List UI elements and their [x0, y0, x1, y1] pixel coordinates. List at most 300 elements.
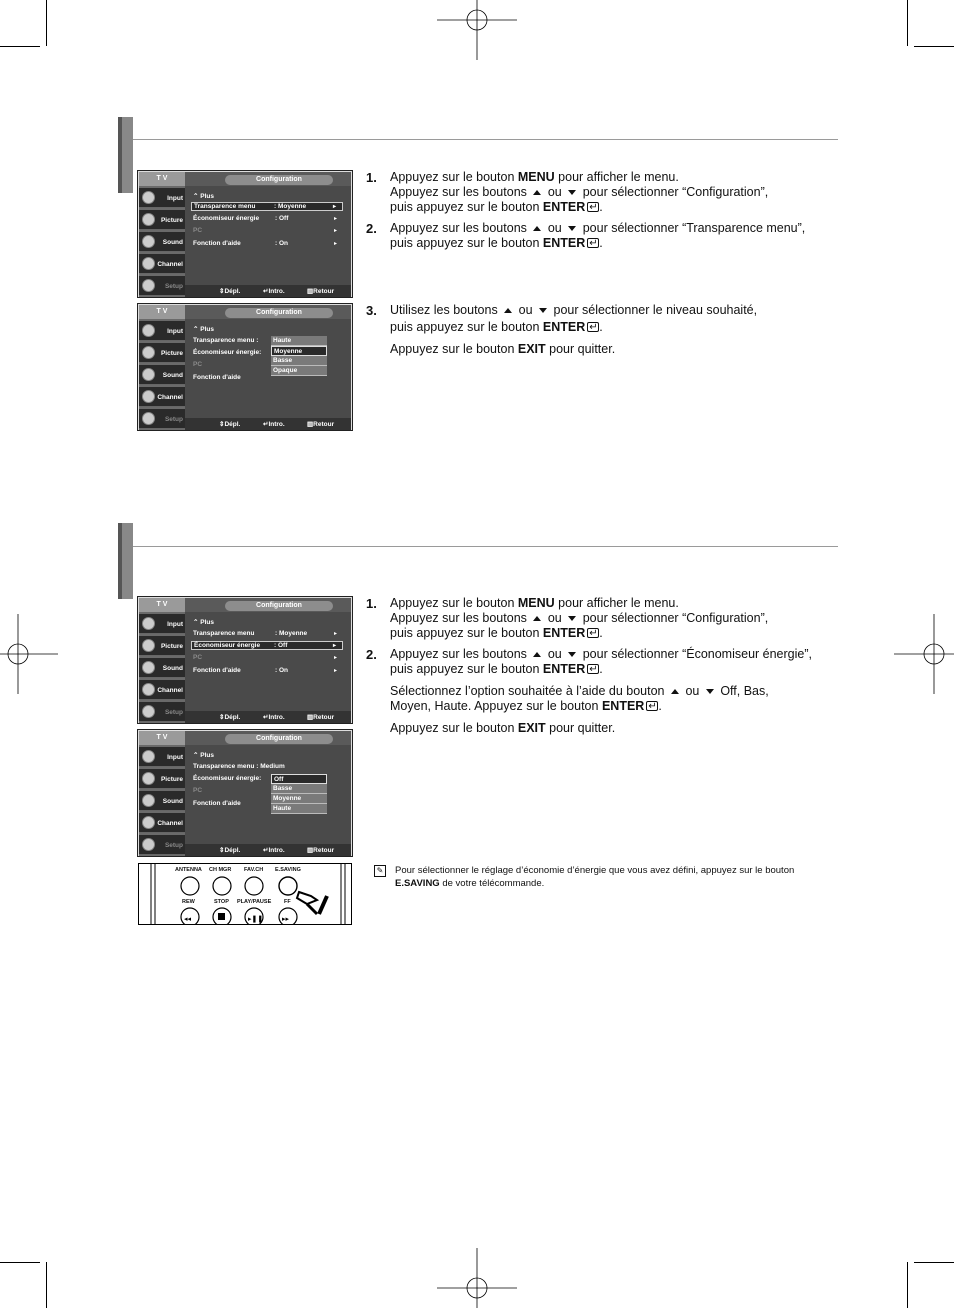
osd-menu-label: Setup: [164, 416, 183, 423]
osd-row-label: PC: [193, 654, 203, 661]
enter-icon: [587, 202, 599, 212]
osd-hint-label: Intro.: [268, 288, 285, 295]
step-line: puis appuyez sur le bouton ENTER↵ .: [390, 320, 757, 335]
note: [374, 864, 844, 890]
osd-menu-label: Picture: [160, 217, 183, 224]
remote-label-playpause: PLAY/PAUSE: [237, 899, 272, 905]
crop-mark: [907, 1262, 908, 1308]
osd-hint-return: ▥Retour: [307, 847, 335, 854]
osd-menu-label: Channel: [157, 394, 183, 401]
osd-row-label: Plus: [200, 752, 214, 759]
osd-row-label: Plus: [200, 326, 214, 333]
arrow-right-icon: ▸: [333, 228, 337, 234]
remote-label-favch: FAV.CH: [244, 867, 264, 873]
arrow-right-icon: ▸: [332, 204, 336, 210]
osd-row-value: : Moyenne: [275, 630, 308, 637]
step-line: [390, 721, 812, 736]
crop-mark: [46, 1262, 47, 1308]
osd-screen: [138, 304, 352, 430]
osd-hint-label: Retour: [313, 714, 335, 721]
step-text: Appuyez sur les boutons: [390, 611, 531, 625]
osd-hint-enter: ↵Intro.: [263, 421, 285, 428]
step-number: 1.: [366, 596, 377, 611]
enter-icon: [587, 628, 599, 638]
osd-menu-label: Input: [167, 195, 183, 202]
setup-icon: [142, 279, 155, 292]
osd-menu-label: Setup: [164, 842, 183, 849]
step-keyword: ENTER: [601, 699, 645, 713]
osd-footer: [185, 418, 351, 430]
osd-menu-label: Sound: [162, 798, 183, 805]
osd-row: [193, 215, 289, 222]
setup-icon: [142, 705, 155, 718]
osd-row: ⌃ Plus: [193, 193, 214, 200]
osd-row-label: Fonction d'aide: [193, 240, 241, 247]
step-line: puis appuyez sur le bouton ENTER↵ .: [390, 662, 812, 677]
step-line: Moyen, Haute. Appuyez sur le bouton ENTER↵ .: [390, 699, 812, 714]
osd-menu-input: [139, 321, 185, 341]
step-keyword: MENU: [517, 596, 555, 610]
osd-row: ⌃ Plus: [193, 619, 214, 626]
osd-title: Configuration: [225, 601, 333, 611]
step-text: pour afficher le menu.: [554, 170, 679, 184]
registration-mark-icon: [437, 1248, 517, 1308]
picture-icon: [142, 213, 155, 226]
osd-source-label: T V: [139, 598, 185, 612]
step-text: Appuyez sur le bouton: [390, 170, 518, 184]
step-text: ou: [682, 684, 703, 698]
osd-title-bar: [185, 172, 351, 186]
arrow-right-icon: ▸: [332, 643, 336, 649]
remote-label-esaving: E.SAVING: [275, 867, 301, 873]
osd-menu-sound: [139, 658, 185, 678]
osd-hint-move: ⇕Dépl.: [219, 714, 241, 721]
step-text: ou: [544, 221, 566, 235]
osd-dropdown-option: Moyenne: [271, 794, 327, 804]
crop-mark: [0, 46, 40, 47]
osd-menu-channel: [139, 813, 185, 833]
up-arrow-icon: [533, 226, 541, 231]
remote-label-rew: REW: [182, 899, 195, 905]
osd-row: [193, 800, 241, 807]
step-number: 2.: [366, 221, 377, 236]
step-line: [390, 185, 805, 200]
input-icon: [142, 750, 155, 763]
osd-hint-label: Intro.: [268, 714, 285, 721]
step-text: Appuyez sur le bouton: [390, 721, 518, 735]
channel-icon: [142, 683, 155, 696]
note-icon: ✎: [374, 865, 386, 877]
osd-row: [193, 227, 202, 234]
step-number: 2.: [366, 647, 377, 662]
step-text: ou: [544, 611, 566, 625]
channel-icon: [142, 390, 155, 403]
osd-title: Configuration: [225, 175, 333, 185]
osd-row: [193, 630, 308, 637]
step-line: [390, 303, 757, 318]
osd-row: [193, 654, 202, 661]
osd-row-label: Économiseur énergie: [193, 215, 260, 222]
step-text: puis appuyez sur le bouton: [390, 200, 543, 214]
note-tail: de votre télécommande.: [439, 878, 545, 889]
section-marker: [118, 117, 133, 193]
enter-icon: [587, 322, 599, 332]
osd-row-label: PC: [193, 361, 203, 368]
registration-mark-icon: [894, 614, 954, 694]
remote-label-antenna: ANTENNA: [175, 867, 202, 873]
osd-screen: [138, 597, 352, 723]
osd-hint-move: ⇕Dépl.: [219, 847, 241, 854]
step-text: Sélectionnez l’option souhaitée à l’aide du bouton: [390, 684, 668, 698]
step-keyword: ENTER: [542, 200, 586, 214]
osd-row: [193, 349, 261, 356]
osd-menu-label: Sound: [162, 372, 183, 379]
step-keyword: ENTER: [542, 320, 586, 334]
arrow-right-icon: ▸: [333, 655, 337, 661]
osd-menu-label: Input: [167, 754, 183, 761]
remote-label-chmgr: CH MGR: [209, 867, 232, 873]
osd-row-value: : On: [275, 240, 288, 247]
setup-icon: [142, 838, 155, 851]
osd-row: [193, 240, 288, 247]
input-icon: [142, 617, 155, 630]
osd-menu-sound: [139, 365, 185, 385]
registration-mark-icon: [0, 614, 58, 694]
osd-menu-label: Picture: [160, 350, 183, 357]
arrow-right-icon: ▸: [333, 631, 337, 637]
down-arrow-icon: [539, 308, 547, 313]
up-arrow-icon: [504, 308, 512, 313]
sound-icon: [142, 368, 155, 381]
osd-menu-input: [139, 614, 185, 634]
osd-menu-label: Input: [167, 328, 183, 335]
step-keyword: EXIT: [517, 721, 546, 735]
osd-row-value: : Off: [275, 215, 289, 222]
osd-row-value: : Off: [274, 642, 288, 649]
osd-menu-sound: [139, 791, 185, 811]
arrow-right-icon: ▸: [333, 241, 337, 247]
step-text: Moyen, Haute. Appuyez sur le bouton: [390, 699, 602, 713]
osd-row: [193, 775, 261, 782]
osd-row-label: Plus: [200, 619, 214, 626]
registration-mark-icon: [437, 0, 517, 60]
osd-hint-label: Retour: [313, 421, 335, 428]
osd-row-label: Fonction d'aide: [193, 667, 241, 674]
osd-menu-channel: [139, 680, 185, 700]
enter-icon: [587, 238, 599, 248]
step-text: Appuyez sur les boutons: [390, 221, 531, 235]
osd-menu-channel: [139, 254, 185, 274]
osd-row-label: Transparence menu :: [193, 337, 259, 344]
step-text: puis appuyez sur le bouton: [390, 236, 543, 250]
osd-menu-label: Setup: [164, 283, 183, 290]
step-keyword: EXIT: [517, 342, 546, 356]
down-arrow-icon: [568, 226, 576, 231]
instruction-steps: [366, 596, 812, 742]
channel-icon: [142, 816, 155, 829]
step-text: ou: [544, 185, 566, 199]
step-line: [390, 221, 805, 236]
step: [366, 303, 757, 357]
osd-menu-picture: [139, 636, 185, 656]
osd-menu-sound: [139, 232, 185, 252]
osd-menu-label: Channel: [157, 820, 183, 827]
step-keyword: ENTER: [542, 236, 586, 250]
osd-footer: [185, 844, 351, 856]
osd-dropdown-option: Basse: [271, 784, 327, 794]
step-keyword: ENTER: [542, 626, 586, 640]
osd-row: [193, 337, 258, 344]
osd-source-label: T V: [139, 305, 185, 319]
note-text: [374, 864, 844, 890]
remote-label-ff: FF: [284, 899, 291, 905]
osd-hint-move: ⇕Dépl.: [219, 421, 241, 428]
osd-source-label: T V: [139, 172, 185, 186]
osd-dropdown-option: Opaque: [271, 366, 327, 376]
osd-row-label: Économiseur énergie:: [193, 775, 262, 782]
step-text: puis appuyez sur le bouton: [390, 662, 543, 676]
remote-illustration: [138, 863, 352, 925]
osd-row: [193, 361, 202, 368]
osd-footer: [185, 711, 351, 723]
osd-menu-label: Setup: [164, 709, 183, 716]
step-text: Appuyez sur les boutons: [390, 185, 531, 199]
osd-menu-label: Channel: [157, 687, 183, 694]
osd-source-label: T V: [139, 731, 185, 745]
osd-hint-label: Dépl.: [224, 421, 241, 428]
osd-menu-setup: [139, 276, 185, 296]
osd-menu-label: Input: [167, 621, 183, 628]
crop-mark: [907, 0, 908, 46]
down-arrow-icon: [568, 616, 576, 621]
osd-hint-enter: ↵Intro.: [263, 288, 285, 295]
osd-menu-input: [139, 747, 185, 767]
step-text: Off, Bas,: [716, 684, 769, 698]
osd-menu-label: Sound: [162, 665, 183, 672]
osd-menu-setup: [139, 835, 185, 855]
osd-menu-label: Picture: [160, 643, 183, 650]
osd-menu-picture: [139, 769, 185, 789]
sound-icon: [142, 235, 155, 248]
step-text: pour sélectionner le niveau souhaité,: [550, 303, 758, 317]
up-arrow-icon: [533, 652, 541, 657]
step-keyword: ENTER: [542, 662, 586, 676]
osd-menu-label: Sound: [162, 239, 183, 246]
osd-dropdown: [271, 774, 327, 814]
remote-label-stop: STOP: [214, 899, 229, 905]
channel-icon: [142, 257, 155, 270]
picture-icon: [142, 346, 155, 359]
osd-dropdown: [271, 336, 327, 376]
osd-screen: [138, 730, 352, 856]
arrow-right-icon: ▸: [333, 216, 337, 222]
instruction-steps: [366, 303, 757, 363]
osd-hint-enter: ↵Intro.: [263, 847, 285, 854]
down-arrow-icon: [706, 689, 714, 694]
step-number: 1.: [366, 170, 377, 185]
input-icon: [142, 324, 155, 337]
step: [366, 170, 805, 215]
osd-title-bar: [185, 598, 351, 612]
step-text: pour quitter.: [545, 342, 616, 356]
osd-screen: [138, 171, 352, 297]
osd-menu-label: Picture: [160, 776, 183, 783]
step-text: Utilisez les boutons: [390, 303, 502, 317]
osd-dropdown-option-selected: Off: [271, 774, 327, 784]
osd-hint-label: Retour: [313, 288, 335, 295]
up-arrow-icon: [671, 689, 679, 694]
osd-title-bar: [185, 731, 351, 745]
crop-mark: [0, 1262, 40, 1263]
osd-main-panel: [185, 731, 351, 856]
instruction-steps: [366, 170, 805, 257]
osd-menu-channel: [139, 387, 185, 407]
step-text: pour sélectionner “Configuration”,: [579, 185, 769, 199]
step-text: pour sélectionner “Configuration”,: [579, 611, 769, 625]
osd-menu-setup: [139, 702, 185, 722]
crop-mark: [914, 46, 954, 47]
svg-text:◂◂: ◂◂: [184, 915, 192, 923]
arrow-right-icon: ▸: [333, 668, 337, 674]
step: [366, 221, 805, 251]
step-keyword: MENU: [517, 170, 555, 184]
osd-menu-picture: [139, 343, 185, 363]
crop-mark: [46, 0, 47, 46]
osd-hint-return: ▥Retour: [307, 288, 335, 295]
down-arrow-icon: [568, 652, 576, 657]
osd-sidebar: [139, 172, 185, 297]
osd-title: Configuration: [225, 308, 333, 318]
input-icon: [142, 191, 155, 204]
osd-row-label: Fonction d'aide: [193, 800, 241, 807]
step-line: [390, 647, 812, 662]
sound-icon: [142, 794, 155, 807]
setup-icon: [142, 412, 155, 425]
osd-row: ⌃ Plus: [193, 752, 214, 759]
step: [366, 647, 812, 736]
step-text: Appuyez sur le bouton: [390, 596, 518, 610]
osd-row-selected: [191, 202, 343, 211]
section-divider: [133, 546, 838, 547]
up-arrow-icon: [533, 190, 541, 195]
osd-hint-return: ▥Retour: [307, 421, 335, 428]
step-text: puis appuyez sur le bouton: [390, 626, 543, 640]
step-line: puis appuyez sur le bouton ENTER↵ .: [390, 200, 805, 215]
osd-main-panel: [185, 172, 351, 297]
osd-hint-label: Intro.: [268, 421, 285, 428]
remote-buttons-icon: [139, 864, 351, 924]
osd-hint-return: ▥Retour: [307, 714, 335, 721]
osd-hint-label: Dépl.: [224, 847, 241, 854]
osd-row-value: : On: [275, 667, 288, 674]
step-text: puis appuyez sur le bouton: [390, 320, 543, 334]
osd-dropdown-option: Basse: [271, 356, 327, 366]
osd-sidebar: [139, 598, 185, 723]
step-line: [390, 684, 812, 699]
osd-row: ⌃ Plus: [193, 326, 214, 333]
osd-hint-label: Dépl.: [224, 288, 241, 295]
osd-main-panel: [185, 305, 351, 430]
enter-icon: [587, 664, 599, 674]
picture-icon: [142, 639, 155, 652]
note-body: Pour sélectionner le réglage d’économie d’énergie que vous avez défini, appuyez sur le bouton: [395, 865, 795, 876]
osd-row: [193, 374, 241, 381]
step-text: pour sélectionner “Transparence menu”,: [579, 221, 806, 235]
step-text: ou: [515, 303, 537, 317]
svg-text:▸❚❚: ▸❚❚: [248, 915, 264, 923]
osd-row-label: Transparence menu : Medium: [193, 763, 285, 770]
picture-icon: [142, 772, 155, 785]
sound-icon: [142, 661, 155, 674]
step-text: Appuyez sur le bouton: [390, 342, 518, 356]
crop-mark: [914, 1262, 954, 1263]
osd-hint-enter: ↵Intro.: [263, 714, 285, 721]
osd-row: [193, 787, 202, 794]
step-line: puis appuyez sur le bouton ENTER↵ .: [390, 236, 805, 251]
osd-hint-label: Retour: [313, 847, 335, 854]
step-line: puis appuyez sur le bouton ENTER↵ .: [390, 626, 812, 641]
osd-row-label: PC: [193, 227, 203, 234]
enter-icon: [646, 701, 658, 711]
osd-dropdown-option: Haute: [271, 336, 327, 346]
osd-row-label: Économiseur énergie: [194, 642, 261, 649]
osd-row: [193, 667, 288, 674]
step-line: [390, 170, 805, 185]
step: [366, 596, 812, 641]
osd-menu-input: [139, 188, 185, 208]
osd-hint-label: Intro.: [268, 847, 285, 854]
osd-footer: [185, 285, 351, 297]
osd-row-label: Transparence menu: [193, 630, 255, 637]
osd-dropdown-option-selected: Moyenne: [271, 346, 327, 356]
osd-row-value: : Moyenne: [274, 203, 307, 210]
osd-menu-label: Channel: [157, 261, 183, 268]
osd-main-panel: [185, 598, 351, 723]
osd-title-bar: [185, 305, 351, 319]
step-text: ou: [544, 647, 566, 661]
step-text: pour afficher le menu.: [554, 596, 679, 610]
step-text: Appuyez sur les boutons: [390, 647, 531, 661]
step-line: [390, 342, 757, 357]
osd-row-selected: [191, 641, 343, 650]
osd-row-label: Économiseur énergie:: [193, 349, 262, 356]
osd-sidebar: [139, 305, 185, 430]
osd-title: Configuration: [225, 734, 333, 744]
osd-dropdown-option: Haute: [271, 804, 327, 814]
svg-text:▸▸: ▸▸: [282, 915, 290, 923]
step-line: [390, 596, 812, 611]
section-divider: [133, 139, 838, 140]
osd-row-label: PC: [193, 787, 203, 794]
down-arrow-icon: [568, 190, 576, 195]
osd-sidebar: [139, 731, 185, 856]
up-arrow-icon: [533, 616, 541, 621]
section-marker: [118, 523, 133, 599]
osd-hint-label: Dépl.: [224, 714, 241, 721]
osd-row-label: Plus: [200, 193, 214, 200]
osd-row-label: Transparence menu: [194, 203, 256, 210]
osd-hint-move: ⇕Dépl.: [219, 288, 241, 295]
step-line: [390, 611, 812, 626]
osd-row: [193, 763, 285, 770]
osd-menu-setup: [139, 409, 185, 429]
osd-menu-picture: [139, 210, 185, 230]
note-keyword: E.SAVING: [395, 878, 440, 889]
osd-row-label: Fonction d'aide: [193, 374, 241, 381]
step-text: pour quitter.: [545, 721, 616, 735]
step-number: 3.: [366, 303, 377, 318]
step-text: pour sélectionner “Économiseur énergie”,: [579, 647, 812, 661]
